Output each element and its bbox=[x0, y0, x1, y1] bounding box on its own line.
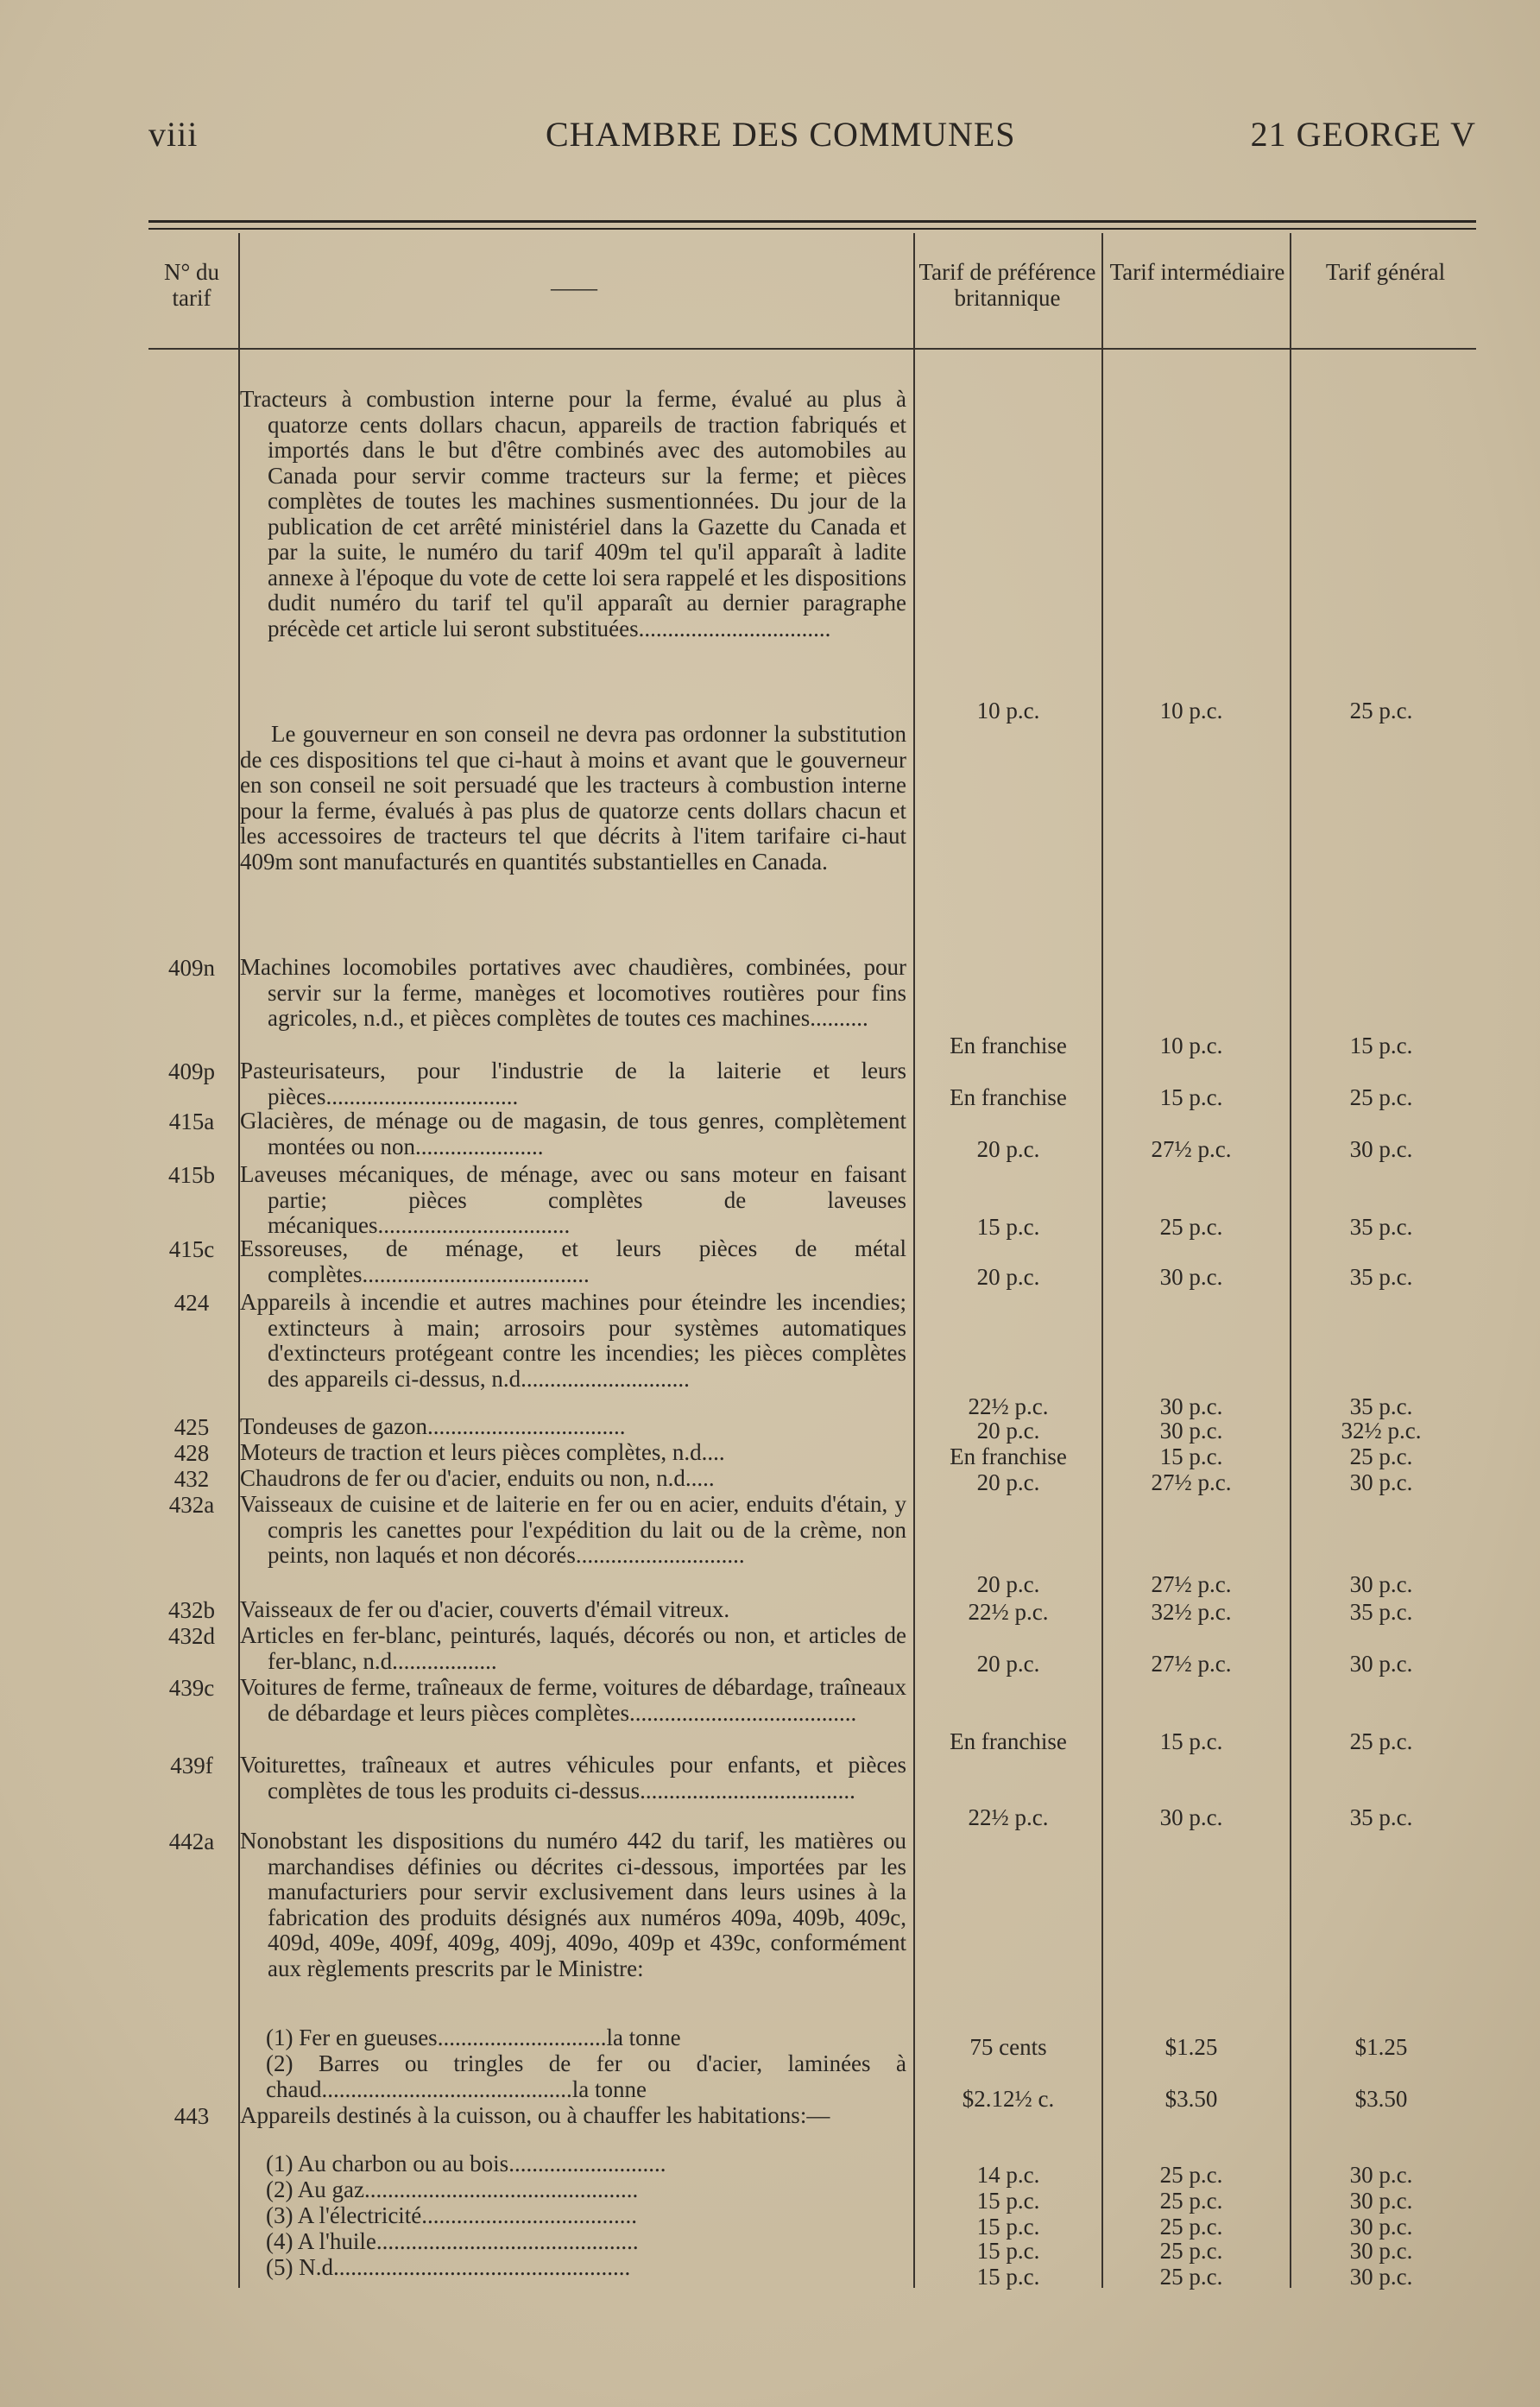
tariff-description: Le gouverneur en son conseil ne devra pas ordonner la substitution de ces dispositions tel que ci-haut à moins et avant que le gouverneur en son conseil ne soit persuadé que les tracteurs à combustion interne pour la ferme, évalués à pas plus de quatorze cents dollars chacun et les accessoires de tracteurs tel que décrits à l'item tarifaire ci-haut 409m sont manufacturés en quantités substantielles en Canada. bbox=[240, 721, 906, 875]
header-rule-bottom bbox=[148, 228, 1476, 230]
tariff-description: (2) Barres ou tringles de fer ou d'acier, laminées à chaud...........................................la tonne bbox=[266, 2050, 906, 2102]
tariff-number: 415c bbox=[168, 1236, 215, 1262]
preferential-rate: En franchise bbox=[950, 1728, 1067, 1754]
tariff-description: Essoreuses, de ménage, et leurs pièces de métal complètes....................................... bbox=[240, 1235, 906, 1287]
tariff-description: Moteurs de traction et leurs pièces complètes, n.d.... bbox=[240, 1439, 725, 1465]
tariff-description: Voiturettes, traîneaux et autres véhicules pour enfants, et pièces complètes de tous les produits ci-dessus..................................... bbox=[240, 1752, 906, 1804]
general-rate: 30 p.c. bbox=[1349, 1469, 1413, 1495]
tariff-description: Laveuses mécaniques, de ménage, avec ou sans moteur en faisant partie; pièces complètes de laveuses mécaniques................................. bbox=[240, 1161, 906, 1238]
general-rate: 30 p.c. bbox=[1349, 2214, 1413, 2240]
tariff-description: Voitures de ferme, traîneaux de ferme, voitures de débardage, traîneaux de débardage et leurs pièces complètes....................................... bbox=[240, 1674, 906, 1726]
general-rate: 15 p.c. bbox=[1349, 1033, 1413, 1058]
tariff-number: 425 bbox=[174, 1414, 210, 1440]
intermediate-rate: 25 p.c. bbox=[1159, 2162, 1223, 2188]
tariff-description: (2) Au gaz............................................... bbox=[266, 2176, 639, 2202]
intermediate-rate: 27½ p.c. bbox=[1151, 1136, 1232, 1162]
preferential-rate: 75 cents bbox=[969, 2034, 1047, 2060]
general-rate: 30 p.c. bbox=[1349, 1651, 1413, 1677]
general-rate: 30 p.c. bbox=[1349, 1571, 1413, 1597]
tariff-description: (5) N.d................................................... bbox=[266, 2254, 631, 2280]
intermediate-rate: 10 p.c. bbox=[1159, 698, 1223, 723]
preferential-rate: En franchise bbox=[950, 1084, 1067, 1110]
general-rate: 25 p.c. bbox=[1349, 1084, 1413, 1110]
preferential-rate: 20 p.c. bbox=[976, 1264, 1040, 1290]
general-rate: 30 p.c. bbox=[1349, 1136, 1413, 1162]
tariff-number: 415b bbox=[168, 1162, 215, 1188]
tariff-description: Chaudrons de fer ou d'acier, enduits ou non, n.d..... bbox=[240, 1465, 715, 1491]
preferential-rate: 20 p.c. bbox=[976, 1651, 1040, 1677]
tariff-description: Tondeuses de gazon.................................. bbox=[240, 1413, 626, 1439]
tariff-description: Vaisseaux de cuisine et de laiterie en fer ou en acier, enduits d'étain, y compris les canettes pour l'expédition du lait ou de la crème, non peints, non laqués et non décorés............................. bbox=[240, 1491, 906, 1568]
tariff-number: 432b bbox=[168, 1597, 215, 1623]
general-rate: 35 p.c. bbox=[1349, 1804, 1413, 1830]
general-rate: 25 p.c. bbox=[1349, 1728, 1413, 1754]
tariff-description: (1) Fer en gueuses.............................la tonne bbox=[266, 2025, 681, 2050]
tariff-number: 409n bbox=[168, 955, 215, 981]
session-label: 21 GEORGE V bbox=[1250, 115, 1476, 154]
tariff-number: 409p bbox=[168, 1058, 215, 1084]
tariff-number: 428 bbox=[174, 1440, 210, 1466]
intermediate-rate: 15 p.c. bbox=[1159, 1444, 1223, 1469]
intermediate-rate: 27½ p.c. bbox=[1151, 1651, 1232, 1677]
column-divider bbox=[913, 233, 915, 2288]
preferential-rate: 22½ p.c. bbox=[968, 1804, 1049, 1830]
preferential-rate: En franchise bbox=[950, 1033, 1067, 1058]
tariff-number: 439f bbox=[170, 1753, 213, 1778]
tariff-description: Pasteurisateurs, pour l'industrie de la laiterie et leurs pièces................................. bbox=[240, 1058, 906, 1109]
tariff-number: 432d bbox=[168, 1623, 215, 1649]
preferential-rate: 20 p.c. bbox=[976, 1571, 1040, 1597]
preferential-rate: 15 p.c. bbox=[976, 2214, 1040, 2240]
preferential-rate: 10 p.c. bbox=[976, 698, 1040, 723]
tariff-description: Machines locomobiles portatives avec chaudières, combinées, pour servir sur la ferme, manèges et locomotives routières pour fins agricoles, n.d., et pièces complètes de toutes ces machines.......... bbox=[240, 954, 906, 1031]
intermediate-rate: 15 p.c. bbox=[1159, 1084, 1223, 1110]
intermediate-rate: 30 p.c. bbox=[1159, 1804, 1223, 1830]
preferential-rate: 22½ p.c. bbox=[968, 1393, 1049, 1419]
tariff-description: Appareils destinés à la cuisson, ou à chauffer les habitations:— bbox=[240, 2102, 830, 2128]
intermediate-rate: 25 p.c. bbox=[1159, 2188, 1223, 2214]
column-header-number: N° du tarif bbox=[163, 259, 220, 311]
page-number: viii bbox=[148, 115, 199, 154]
preferential-rate: 20 p.c. bbox=[976, 1469, 1040, 1495]
column-header-intermediate: Tarif intermédiaire bbox=[1109, 259, 1285, 285]
intermediate-rate: 27½ p.c. bbox=[1151, 1571, 1232, 1597]
preferential-rate: En franchise bbox=[950, 1444, 1067, 1469]
intermediate-rate: 25 p.c. bbox=[1159, 2264, 1223, 2290]
page-header bbox=[148, 114, 1476, 166]
general-rate: 25 p.c. bbox=[1349, 1444, 1413, 1469]
intermediate-rate: 30 p.c. bbox=[1159, 1264, 1223, 1290]
column-header-general: Tarif général bbox=[1325, 259, 1446, 285]
general-rate: $1.25 bbox=[1354, 2034, 1408, 2060]
tariff-number: 442a bbox=[168, 1829, 215, 1854]
intermediate-rate: 25 p.c. bbox=[1159, 2238, 1223, 2264]
preferential-rate: 22½ p.c. bbox=[968, 1599, 1049, 1625]
general-rate: $3.50 bbox=[1354, 2086, 1408, 2112]
tariff-description: Nonobstant les dispositions du numéro 442 du tarif, les matières ou marchandises définies ou décrites ci-dessous, importées par les manufacturiers pour servir exclusivement dans leurs usines à la fabrication des produits désignés aux numéros 409a, 409b, 409c, 409d, 409e, 409f, 409g, 409j, 409o, 409p et 439c, conformément aux règlements prescrits par le Ministre: bbox=[240, 1828, 906, 1981]
general-rate: 35 p.c. bbox=[1349, 1264, 1413, 1290]
intermediate-rate: 32½ p.c. bbox=[1151, 1599, 1232, 1625]
tariff-description: Vaisseaux de fer ou d'acier, couverts d'émail vitreux. bbox=[240, 1596, 730, 1622]
preferential-rate: 20 p.c. bbox=[976, 1418, 1040, 1444]
intermediate-rate: 25 p.c. bbox=[1159, 2214, 1223, 2240]
tariff-description: (4) A l'huile............................................. bbox=[266, 2228, 639, 2254]
tariff-number: 424 bbox=[174, 1290, 210, 1316]
tariff-description: (1) Au charbon ou au bois........................... bbox=[266, 2151, 666, 2176]
tariff-number: 432 bbox=[174, 1466, 210, 1492]
general-rate: 32½ p.c. bbox=[1341, 1418, 1422, 1444]
preferential-rate: $2.12½ c. bbox=[962, 2086, 1055, 2112]
column-header-preferential: Tarif de préférence britannique bbox=[918, 259, 1096, 311]
general-rate: 35 p.c. bbox=[1349, 1214, 1413, 1240]
general-rate: 30 p.c. bbox=[1349, 2188, 1413, 2214]
column-divider bbox=[1101, 233, 1103, 2288]
general-rate: 35 p.c. bbox=[1349, 1599, 1413, 1625]
document-title: CHAMBRE DES COMMUNES bbox=[546, 115, 1016, 154]
tariff-number: 439c bbox=[168, 1675, 215, 1701]
tariff-description: Appareils à incendie et autres machines pour éteindre les incendies; extincteurs à main; arrosoirs pour systèmes automatiques d'extincteurs protégeant contre les incendies; les pièces complètes des appareils ci-dessus, n.d............................. bbox=[240, 1289, 906, 1392]
general-rate: 30 p.c. bbox=[1349, 2162, 1413, 2188]
intermediate-rate: $1.25 bbox=[1164, 2034, 1218, 2060]
column-divider bbox=[1290, 233, 1291, 2288]
column-header-rule bbox=[148, 348, 1476, 350]
tariff-description: Articles en fer-blanc, peinturés, laqués, décorés ou non, et articles de fer-blanc, n.d.................. bbox=[240, 1622, 906, 1674]
intermediate-rate: 27½ p.c. bbox=[1151, 1469, 1232, 1495]
intermediate-rate: 25 p.c. bbox=[1159, 1214, 1223, 1240]
preferential-rate: 15 p.c. bbox=[976, 2188, 1040, 2214]
tariff-number: 443 bbox=[174, 2103, 210, 2129]
general-rate: 30 p.c. bbox=[1349, 2264, 1413, 2290]
tariff-number: 432a bbox=[168, 1492, 215, 1518]
tariff-description: Glacières, de ménage ou de magasin, de tous genres, complètement montées ou non...................... bbox=[240, 1108, 906, 1159]
tariff-number: 415a bbox=[168, 1109, 215, 1134]
general-rate: 35 p.c. bbox=[1349, 1393, 1413, 1419]
general-rate: 25 p.c. bbox=[1349, 698, 1413, 723]
header-rule-top bbox=[148, 220, 1476, 223]
intermediate-rate: 10 p.c. bbox=[1159, 1033, 1223, 1058]
column-header-description: —— bbox=[551, 275, 597, 300]
intermediate-rate: $3.50 bbox=[1164, 2086, 1218, 2112]
intermediate-rate: 15 p.c. bbox=[1159, 1728, 1223, 1754]
tariff-description: Tracteurs à combustion interne pour la ferme, évalué au plus à quatorze cents dollars chacun, appareils de traction fabriqués et importés dans le but d'être combinés avec des automobiles au Canada pour servir comme tracteurs sur la ferme; et pièces complètes de toutes les machines susmentionnées. Du jour de la publication de cet arrêté ministériel dans la Gazette du Canada et par la suite, le numéro du tarif 409m tel qu'il apparaît à ladite annexe à l'époque du vote de cette loi sera rappelé et les dispositions dudit numéro du tarif tel qu'il apparaît au dernier paragraphe précède cet article lui seront substituées................................. bbox=[240, 386, 906, 641]
preferential-rate: 15 p.c. bbox=[976, 2264, 1040, 2290]
intermediate-rate: 30 p.c. bbox=[1159, 1393, 1223, 1419]
preferential-rate: 20 p.c. bbox=[976, 1136, 1040, 1162]
preferential-rate: 15 p.c. bbox=[976, 1214, 1040, 1240]
preferential-rate: 15 p.c. bbox=[976, 2238, 1040, 2264]
intermediate-rate: 30 p.c. bbox=[1159, 1418, 1223, 1444]
tariff-description: (3) A l'électricité..................................... bbox=[266, 2202, 638, 2228]
general-rate: 30 p.c. bbox=[1349, 2238, 1413, 2264]
preferential-rate: 14 p.c. bbox=[976, 2162, 1040, 2188]
